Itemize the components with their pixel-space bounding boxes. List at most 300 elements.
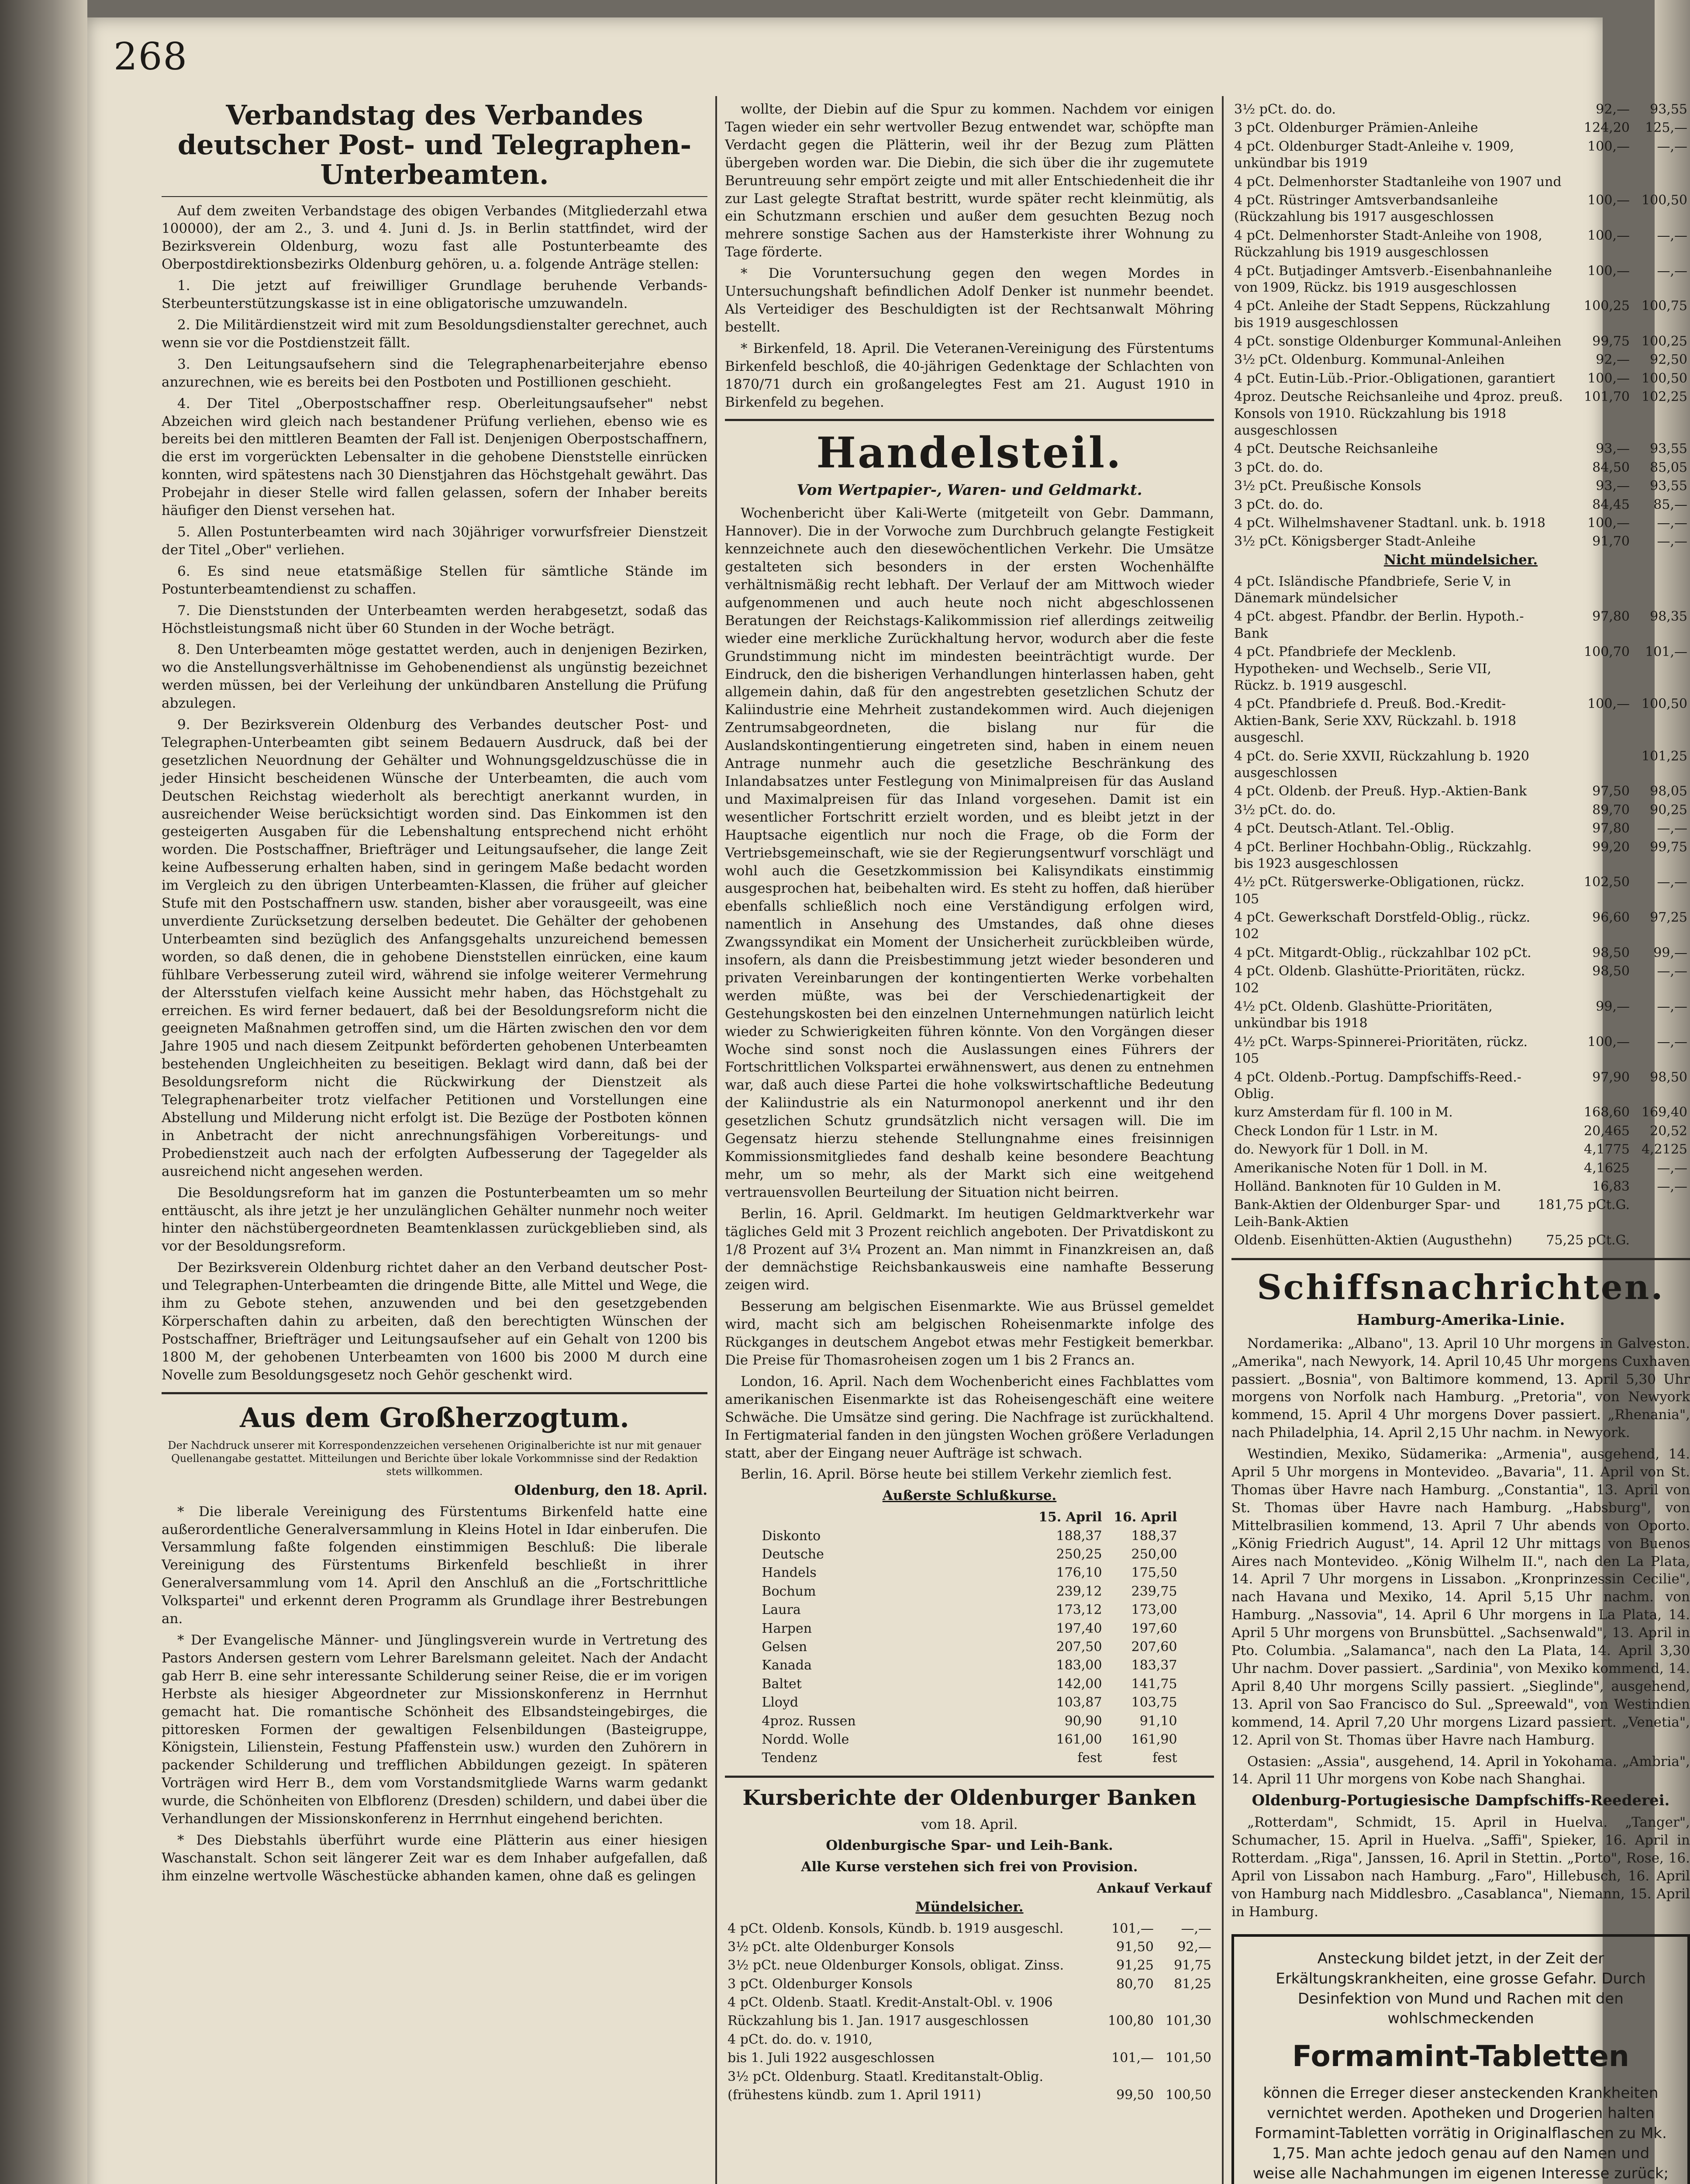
row-value: 98,35 — [1650, 609, 1687, 625]
section-subheading: Hamburg-Amerika-Linie. — [1356, 1311, 1565, 1329]
row-value: 100,— — [1587, 370, 1630, 386]
table-row — [759, 1675, 1180, 1693]
divider — [1231, 1258, 1690, 1260]
row-value: 183,00 — [1056, 1658, 1102, 1673]
row-label: Amerikanische Noten für 1 Doll. in M. — [1234, 1160, 1488, 1176]
table-row — [759, 1545, 1180, 1564]
row-value: 169,40 — [1642, 1105, 1687, 1120]
row-label: 4 pCt. Oldenb. der Preuß. Hyp.-Aktien-Bank — [1234, 784, 1527, 799]
row-value: 100,— — [1587, 515, 1630, 531]
row-value — [1575, 173, 1632, 191]
table-header-row — [725, 1880, 1214, 1898]
paragraph: 2. Die Militärdienstzeit wird mit zum Besoldungsdienstalter gerechnet, auch wenn sie vor die Postdienstzeit fällt. — [162, 317, 707, 351]
row-label: Laura — [762, 1602, 801, 1618]
paragraph: 7. Die Dienststunden der Unterbeamten werden herabgesetzt, sodaß das Höchstleistungsmaß nicht über 60 Stunden in der Woche beträgt. — [162, 602, 707, 636]
row-value — [1535, 573, 1632, 608]
column-rule — [715, 96, 717, 2184]
row-label: Tendenz — [762, 1750, 817, 1766]
row-label: 3 pCt. Oldenburger Konsols — [728, 1976, 913, 1992]
table-row — [725, 2031, 1214, 2049]
row-value: 175,50 — [1131, 1565, 1177, 1581]
row-label: 4 pCt. Oldenb. Glashütte-Prioritäten, rückz. 102 — [1234, 964, 1525, 996]
divider — [162, 196, 707, 197]
row-value — [1632, 1231, 1690, 1250]
row-value: 100,— — [1587, 192, 1630, 208]
ad-body: können die Erreger dieser ansteckenden Krankheiten vernichtet werden. Apotheken und Drogerien halten Formamint-Tabletten vorrätig in Originalflaschen zu Mk. 1,75. Man achte jedoch genau auf den Namen und weise alle Nachahmungen im eigenen Interesse zurück; — [1253, 2084, 1669, 2183]
row-value: 168,60 — [1584, 1105, 1630, 1120]
table-subhead: Nicht mündelsicher. — [1383, 552, 1538, 568]
row-value: 101,70 — [1584, 389, 1630, 405]
row-value: 181,75 pCt.G. — [1538, 1197, 1630, 1213]
row-label: 4 pCt. Butjadinger Amtsverb.-Eisenbahnanleihe von 1909, Rückz. bis 1919 ausgeschlossen — [1234, 263, 1552, 295]
kurs-note: Alle Kurse verstehen sich frei von Provision. — [801, 1859, 1138, 1875]
paragraph: Ostasien: „Assia", ausgehend, 14. April in Yokohama. „Ambria", 14. April 11 Uhr morgens von Kobe nach Shanghai. — [1231, 1753, 1690, 1787]
shipping-news-body — [1231, 1335, 1690, 1789]
row-value: 101,30 — [1166, 2013, 1211, 2029]
row-value: —,— — [1657, 821, 1687, 836]
paragraph: * Der Evangelische Männer- und Jünglingsverein wurde in Vertretung des Pastors Andersen gestern vom Lehrer Barelsmann geleitet. Nach der Andacht gab Herr B. eine sehr interessante Schilderung seiner Reise, die er im vorigen Herbste als hiesiger Abgeordneter zur Missionskonferenz in Herrnhut gemacht hat. Die romantische Schönheit des Elbsandsteingebirges, die pittoresken Formen der gewaltigen Felsenbildungen (Basteigruppe, Königstein, Lilienstein, Festung Pfaffenstein usw.) wurden den Zuhörern in packender Schilderung und trefflichen Abbildungen gezeigt. In späteren Vorträgen wird Herr B., dem vom Vorstandsmitgliede Warns warm gedankt wurde, die Schönheiten von Elbflorenz (Dresden) schildern, und dabei über die Verhandlungen der Missionskonferenz in Herrnhut eingehend berichten. — [162, 1632, 707, 1827]
row-value: 97,25 — [1650, 910, 1687, 926]
row-value: 93,55 — [1650, 102, 1687, 117]
row-value — [1156, 2068, 1214, 2086]
table-row — [1231, 138, 1690, 173]
table-row — [1231, 782, 1690, 801]
row-value: 176,10 — [1056, 1565, 1102, 1581]
table-row — [759, 1693, 1180, 1712]
row-value — [1156, 1994, 1214, 2012]
ad-intro: Ansteckung bildet jetzt, in der Zeit der Erkältungskrankheiten, eine grosse Gefahr. Durch Desinfektion von Mund und Rachen mit den wohlschmeckenden — [1276, 1949, 1646, 2028]
table-row — [1231, 573, 1690, 608]
row-value: 90,25 — [1650, 802, 1687, 818]
page-number: 268 — [114, 35, 188, 79]
section-subheading: Vom Wertpapier-, Waren- und Geldmarkt. — [797, 481, 1142, 499]
row-value: 84,45 — [1592, 497, 1630, 512]
row-value: 92,— — [1596, 102, 1630, 117]
table-row — [759, 1731, 1180, 1749]
row-value: 98,50 — [1592, 964, 1630, 979]
closing-prices-table — [759, 1508, 1180, 1767]
row-value: 100,50 — [1166, 2087, 1211, 2103]
row-label: 4 pCt. Deutsche Reichsanleihe — [1234, 441, 1438, 457]
table-row — [1231, 100, 1690, 119]
row-value: 100,50 — [1642, 370, 1687, 386]
table-row — [1231, 297, 1690, 332]
dateline: Oldenburg, den 18. April. — [514, 1482, 707, 1498]
row-value: 91,10 — [1139, 1713, 1177, 1729]
row-value: 207,60 — [1131, 1639, 1177, 1655]
row-value: 85,— — [1653, 497, 1687, 512]
table-row — [1231, 873, 1690, 909]
table-row — [759, 1620, 1180, 1638]
row-label: Harpen — [762, 1621, 812, 1636]
row-value: 99,50 — [1116, 2087, 1154, 2103]
row-value: 85,05 — [1650, 460, 1687, 475]
paragraph: * Des Diebstahls überführt wurde eine Plätterin aus einer hiesigen Waschanstalt. Schon seit längerer Zeit war es dem Inhaber aufgefallen, daß ihm einzelne wertvolle Wäschestücke abhanden kamen, ohne daß es gelingen — [162, 1832, 707, 1884]
row-label: Rückzahlung bis 1. Jan. 1917 ausgeschlossen — [728, 2013, 1029, 2029]
row-label: 4 pCt. Rüstringer Amtsverbandsanleihe (Rückzahlung bis 1917 ausgeschlossen — [1234, 192, 1498, 225]
newspaper-page — [87, 17, 1690, 2184]
row-value — [1099, 2031, 1156, 2049]
row-value: —,— — [1657, 1160, 1687, 1176]
table-row — [759, 1712, 1180, 1731]
table-row — [1231, 1159, 1690, 1178]
row-value: 96,60 — [1592, 910, 1630, 926]
table-row — [725, 2086, 1214, 2105]
column-2 — [725, 100, 1214, 2184]
table-row — [725, 2049, 1214, 2067]
section-heading: Kursberichte der Oldenburger Banken — [742, 1785, 1197, 1810]
row-value: 91,25 — [1116, 1958, 1154, 1973]
row-label: Deutsche — [762, 1547, 824, 1562]
table-row — [759, 1527, 1180, 1545]
row-value: 102,25 — [1642, 389, 1687, 405]
row-label: 4 pCt. Delmenhorster Stadt-Anleihe von 1908, Rückzahlung bis 1919 ausgeschlossen — [1234, 228, 1542, 260]
row-value: —,— — [1657, 964, 1687, 979]
row-value: 197,40 — [1056, 1621, 1102, 1636]
row-value: 239,12 — [1056, 1583, 1102, 1599]
row-value: 100,— — [1587, 228, 1630, 243]
row-value — [1099, 2068, 1156, 2086]
section-heading: Handelsteil. — [816, 428, 1123, 478]
column-header: Verkauf — [1154, 1881, 1211, 1897]
row-value: 81,25 — [1174, 1976, 1211, 1992]
row-label: 4½ pCt. Warps-Spinnerei-Prioritäten, rückz. 105 — [1234, 1034, 1528, 1067]
table-row — [1231, 1033, 1690, 1068]
row-label: 3 pCt. do. do. — [1234, 497, 1323, 512]
row-label: Holländ. Banknoten für 10 Gulden in M. — [1234, 1178, 1501, 1194]
table-row — [1231, 227, 1690, 262]
local-news-body — [162, 1503, 707, 1885]
table-row — [725, 1920, 1214, 1938]
row-value: 93,55 — [1650, 441, 1687, 457]
paragraph: * Birkenfeld, 18. April. Die Veteranen-Vereinigung des Fürstentums Birkenfeld beschloß, die 40-jährigen Gedenktage der Schlachten von 1870/71 durch ein großangelegtes Fest am 21. August 1910 in Birkenfeld zu begehen. — [725, 340, 1214, 410]
row-value: 197,60 — [1131, 1621, 1177, 1636]
row-label: 4½ pCt. Rütgerswerke-Obligationen, rückz. 105 — [1234, 874, 1524, 907]
table-row — [1231, 1068, 1690, 1104]
row-label: 4 pCt. Wilhelmshavener Stadtanl. unk. b. 1918 — [1234, 515, 1545, 531]
row-value: —,— — [1657, 263, 1687, 279]
divider — [162, 1392, 707, 1394]
row-value: 89,70 — [1592, 802, 1630, 818]
shipping-company-heading: Oldenburg-Portugiesische Dampfschiffs-Reederei. — [1252, 1792, 1670, 1810]
table-row — [1231, 496, 1690, 514]
row-value: —,— — [1657, 1178, 1687, 1194]
row-value: 84,50 — [1592, 460, 1630, 475]
row-value: 98,05 — [1650, 784, 1687, 799]
row-value: 239,75 — [1131, 1583, 1177, 1599]
ad-product-name: Formamint-Tabletten — [1292, 2039, 1629, 2073]
article-headline: Verbandstag des Verbandes deutscher Post- und Telegraphen-Unterbeamten. — [177, 99, 692, 191]
row-label: 4 pCt. Mitgardt-Oblig., rückzahlbar 102 pCt. — [1234, 945, 1531, 961]
row-value: 97,50 — [1592, 784, 1630, 799]
table-row — [1231, 801, 1690, 819]
table-row — [759, 1638, 1180, 1656]
row-label: Handels — [762, 1565, 817, 1581]
row-value: —,— — [1657, 1034, 1687, 1050]
row-value: 100,— — [1587, 263, 1630, 279]
row-value: 99,— — [1596, 999, 1630, 1015]
paragraph: Westindien, Mexiko, Südamerika: „Armenia", ausgehend, 14. April 5 Uhr morgens in Montevideo. „Bavaria", 11. April von St. Thomas über Havre nach Hamburg. „Constantia", 13. April von St. Thomas über Havre nach Hamburg. „Habsburg", von Mittelbrasilien kommend, 13. April 7 Uhr abends von Oporto. „König Friedrich August", 14. April 12 Uhr mittags von Buenos Aires nach Montevideo. „König Wilhelm II.", nach den La Plata, 14. April 7 Uhr morgens in Lissabon. „Kronprinzessin Cecilie", nach Havana und Mexiko, 14. April 5,15 Uhr nachm. von Hamburg. „Nassovia", 14. April 6 Uhr morgens in La Plata, 14. April 5 Uhr morgens von Brunsbüttel. „Sachsenwald", 13. April in Pto. Columbia. „Salamanca", nach den La Plata, 14. April 3,30 Uhr nachm. Dover passiert. „Sardinia", von Mexiko kommend, 14. April 8,40 Uhr morgens Scilly passiert. „Sieglinde", ausgehend, 13. April von Sao Francisco do Sul. „Spreewald", von Westindien kommend, 14. April 7,20 Uhr morgens Lizard passiert. „Venetia", 12. April von St. Thomas über Havre nach Hamburg. — [1231, 1446, 1690, 1748]
book-binding — [0, 0, 87, 2184]
row-label: 3 pCt. Oldenburger Prämien-Anleihe — [1234, 120, 1478, 136]
table-row — [1231, 173, 1690, 191]
paragraph: Die Besoldungsreform hat im ganzen die Postunterbeamten um so mehr enttäuscht, als ihre jetzt je her unzulänglichen Gehälter nunmehr noch weiter hinter den nächstübergeordneten Beamtenklassen zurückgeblieben sind, als vor der Besoldungsreform. — [162, 1185, 707, 1254]
table-row — [725, 1994, 1214, 2012]
row-value: 250,00 — [1131, 1547, 1177, 1562]
row-value: 20,465 — [1584, 1123, 1630, 1139]
row-value: 75,25 pCt.G. — [1546, 1233, 1630, 1248]
row-label: (frühestens kündb. zum 1. April 1911) — [728, 2087, 981, 2103]
paragraph: Berlin, 16. April. Börse heute bei stillem Verkehr ziemlich fest. — [741, 1466, 1172, 1482]
row-label: 4 pCt. Pfandbriefe der Mecklenb. Hypotheken- und Wechselb., Serie VII, Rückz. b. 1919 ausgeschl. — [1234, 644, 1492, 694]
table-row — [1231, 332, 1690, 351]
column-header: 16. April — [1114, 1510, 1177, 1525]
row-value: 90,90 — [1064, 1713, 1102, 1729]
column-header: Ankauf — [1097, 1881, 1149, 1897]
table-row — [759, 1583, 1180, 1601]
paragraph: Wochenbericht über Kali-Werte (mitgeteilt von Gebr. Dammann, Hannover). Die in der Vorwoche zum Durchbruch gelangte Festigkeit kennzeichnete auch den diesewöchentlichen Verkehr. Die Umsätze gestalteten sich besonders in der ersten Wochenhälfte verhältnismäßig recht lebhaft. Der Verlauf der am Mittwoch wieder aufgenommenen und auch heute noch nicht abgeschlossenen Beratungen der Reichstags-Kalikommission rief allerdings zeitweilig wieder eine merkliche Zurückhaltung hervor, wodurch aber die feste Grundstimmung nicht im mindesten beeinträchtigt wurde. Der Eindruck, den die bisherigen Verhandlungen hinterlassen haben, geht allgemein dahin, daß für den angestrebten gesetzlichen Schutz der Kaliindustrie eine Mehrheit zustandekommen wird. Auch diejenigen Zentrumsabgeordneten, die bislang nur für die Auslandskontingentierung eingetreten sind, haben in einem neuen Antrage nunmehr auch die gesetzliche Beschränkung des Inlandabsatzes unter Festlegung von Minimalpreisen für das Ausland und Maximalpreisen für das Inland vorgesehen. Damit ist ein wesentlicher Fortschritt erzielt worden, und es bleibt jetzt in der Hauptsache eigentlich nur noch die Frage, ob die Form der Vertriebsgemeinschaft, wie sie der Regierungsentwurf vorschlägt und wohl auch die Gesetzkommission bei Kalisyndikats einstimmig ausgesprochen hat, beibehalten wird. Es steht zu hoffen, daß hierüber ebenfalls schließlich noch eine Verständigung erfolgen wird, namentlich in Ansehung des Umstandes, daß ohne dieses Zwangssyndikat ein Moment der Unsicherheit zurückbleiben würde, insofern, als dann die Preisbestimmung jetzt wieder besonderen und privaten Vereinbarungen der kontingentierten Werke vorbehalten werden müßte, was bei der Verschiedenartigkeit der Gestehungskosten bei den einzelnen Unternehmungen natürlich leicht wieder zu Schwierigkeiten führen könnte. Von den Vorgängen dieser Woche sind sonst noch die Auslassungen eines Führers der Fortschrittlichen Volkspartei erwähnenswert, aus denen zu entnehmen war, daß auch diese Partei die hohe volkswirtschaftliche Bedeutung der Kaliindustrie als ein Naturmonopol anerkennt und ihr den gesetzlichen Schutz grundsätzlich nicht versagen will. Die im Gegensatz hierzu stehende Stellungnahme eines freisinnigen Kommissionsmitgliedes fand deshalb keine besondere Beachtung mehr, um so mehr, als der Markt sich eine weitgehend vertrauensvollen Beurteilung der Situation nicht beirren. — [725, 505, 1214, 1200]
row-value: 101,— — [1111, 2050, 1154, 2066]
paragraph: * Die liberale Vereinigung des Fürstentums Birkenfeld hatte eine außerordentliche Generalversammlung in Kleins Hotel in Idar einberufen. Die Versammlung faßte folgenden einstimmigen Beschluß: Die liberale Vereinigung des Fürstentums Birkenfeld beschließt in ihrer Generalversammlung vom 14. April den Anschluß an die „Fortschrittliche Volkspartei" und erkennt deren Programm als Grundlage ihrer Bestrebungen an. — [162, 1503, 707, 1627]
row-value: 101,— — [1111, 1921, 1154, 1936]
column-header — [725, 1880, 1094, 1898]
row-label: 3½ pCt. neue Oldenburger Konsols, obligat. Zinss. — [728, 1958, 1064, 1973]
row-label: 4 pCt. Oldenb.-Portug. Dampfschiffs-Reed.-Oblig. — [1234, 1069, 1521, 1102]
row-value: 92,— — [1177, 1939, 1211, 1955]
row-value: 99,— — [1653, 945, 1687, 961]
row-value — [1632, 173, 1690, 191]
row-value: 99,75 — [1650, 839, 1687, 855]
paragraph: 8. Den Unterbeamten möge gestattet werden, auch in denjenigen Bezirken, wo die Anstellungsverhältnisse im Gehobenendienst als ungünstig bezeichnet werden müssen, bei der Verleihung der unkündbaren Anstellung die Prüfung abzulegen. — [162, 642, 707, 712]
row-value: 124,20 — [1584, 120, 1630, 136]
shipping-company-news: „Rotterdam", Schmidt, 15. April in Huelva. „Tanger", Schumacher, 15. April in Huelva. „Saffi", Spieker, 16. April in Rotterdam. „Riga", Janssen, 16. April in Stettin. „Porto", Rose, 16. April von Lissabon nach Hamburg. „Faro", Hillebusch, 16. April von Hamburg nach Middlesbro. „Casablanca", Niemann, 15. April in Hamburg. — [1231, 1814, 1690, 1920]
row-label: 4 pCt. do. do. v. 1910, — [728, 2032, 873, 2047]
table-row — [1231, 747, 1690, 783]
row-label: 4proz. Russen — [762, 1713, 856, 1729]
row-value: 188,37 — [1056, 1528, 1102, 1544]
divider — [725, 1776, 1214, 1778]
row-label: 4½ pCt. Oldenb. Glashütte-Prioritäten, unkündbar bis 1918 — [1234, 999, 1493, 1031]
row-value: 97,90 — [1592, 1069, 1630, 1085]
row-label: 4 pCt. Isländische Pfandbriefe, Serie V, in Dänemark mündelsicher — [1234, 574, 1511, 606]
row-value: 100,80 — [1108, 2013, 1154, 2029]
paragraph: 9. Der Bezirksverein Oldenburg des Verbandes deutscher Post- und Telegraphen-Unterbeamten gibt seinem Bedauern Ausdruck, daß bei der gesetzlichen Neuordnung der Gehälter und Wohnungsgeldzuschüsse die in jeder Hinsicht bescheidenen Wünsche der Unterbeamten, die auch vom Deutschen Reichstag wiederholt als berechtigt anerkannt wurden, in ausreichender Weise berücksichtigt worden sind. Das Einkommen ist den gesteigerten Ausgaben für die Lebenshaltung entsprechend nicht erhöht worden. Die Postschaffner, Briefträger und Leitungsaufseher, die lange Zeit keine Aufbesserung erhalten haben, sind in geringem Maße bedacht worden im Vergleich zu den übrigen Unterbeamten-Klassen, die früher auf gleicher Stufe mit den Postschaffnern usw. standen, bisher aber vorausgeeilt, was eine unverdiente Zurücksetzung derselben bedeutet. Die Gehälter der gehobenen Unterbeamten sind bezüglich des Anfangsgehalts unzureichend bemessen worden, so daß denen, die in gehobene Dienststellen einrücken, eine kaum fühlbare Verbesserung zuteil wird, während sie infolge weiterer Vermehrung der Altersstufen vielfach keine Aussicht mehr haben, das Höchstgehalt zu erreichen. Es wird ferner bedauert, daß bei der Besoldungsreform nicht die geeigneten Maßnahmen getroffen sind, um die Härten zwischen den vor dem Jahre 1905 und nach diesem Zeitpunkt beförderten gehobenen Unterbeamten bestehenden Ungleichheiten zu beseitigen. Beklagt wird dann, daß bei der Besoldungsreform nicht die Rückwirkung der Dienstzeit als Telegraphenarbeiter trotz vielfacher Petitionen und Vorstellungen eine Abstellung und Milderung nicht erfolgt ist. Die Bezüge der Postboten können in Anbetracht der nicht anrechnungsfähigen Vorbereitungs- und Probedienstzeit auch nach der erfolgten Aufbesserung der Tagegelder als ausreichend nicht angesehen werden. — [162, 717, 707, 1179]
row-label: Bochum — [762, 1583, 816, 1599]
table-row — [1231, 944, 1690, 962]
row-value: 93,— — [1596, 441, 1630, 457]
row-value: 173,12 — [1056, 1602, 1102, 1618]
kurs-date: vom 18. April. — [921, 1816, 1018, 1832]
table-row — [1231, 370, 1690, 388]
section-heading: Aus dem Großherzogtum. — [240, 1401, 629, 1434]
row-label: 3½ pCt. do. do. — [1234, 802, 1336, 818]
article-body — [162, 202, 707, 1384]
table-row — [1231, 909, 1690, 944]
table-title: Außerste Schlußkurse. — [882, 1488, 1057, 1504]
table-row — [1231, 191, 1690, 227]
row-value: 16,83 — [1592, 1178, 1630, 1194]
row-value: 100,— — [1587, 1034, 1630, 1050]
row-value: 80,70 — [1116, 1976, 1154, 1992]
row-value: —,— — [1657, 534, 1687, 549]
row-label: 4 pCt. Oldenb. Staatl. Kredit-Anstalt-Obl. v. 1906 — [728, 1995, 1053, 2011]
table-row — [759, 1749, 1180, 1767]
row-value: 92,50 — [1650, 352, 1687, 368]
row-label: 4 pCt. abgest. Pfandbr. der Berlin. Hypoth.-Bank — [1234, 609, 1524, 641]
row-label: 4 pCt. Berliner Hochbahn-Oblig., Rückzahlg. bis 1923 ausgeschlossen — [1234, 839, 1532, 871]
kurs-subhead: Mündelsicher. — [915, 1899, 1024, 1915]
row-value — [1632, 1196, 1690, 1231]
table-row — [725, 2068, 1214, 2086]
paragraph: * Die Voruntersuchung gegen den wegen Mordes in Untersuchungshaft befindlichen Adolf Denker ist nunmehr beendet. Als Verteidiger des Beschuldigten ist der Rechtsanwalt Möhring bestellt. — [725, 266, 1214, 335]
row-value: 91,70 — [1592, 534, 1630, 549]
bank-rates-table — [725, 1920, 1214, 2105]
row-value: 93,— — [1596, 478, 1630, 494]
row-label: 3½ pCt. Oldenburg. Staatl. Kreditanstalt-Oblig. — [728, 2069, 1044, 2084]
row-value: 92,— — [1596, 352, 1630, 368]
row-value: 100,50 — [1642, 696, 1687, 712]
row-value — [1099, 1994, 1156, 2012]
table-row — [1231, 514, 1690, 532]
row-value: 100,75 — [1642, 298, 1687, 314]
row-label: 4 pCt. Oldenburger Stadt-Anleihe v. 1909, unkündbar bis 1919 — [1234, 138, 1514, 171]
row-value: —,— — [1657, 138, 1687, 154]
table-row — [1231, 819, 1690, 838]
row-value: —,— — [1657, 515, 1687, 531]
paragraph: 1. Die jetzt auf freiwilliger Grundlage beruhende Verbands-Sterbeunterstützungskasse ist in eine obligatorische umzuwandeln. — [162, 278, 707, 312]
row-value: 101,— — [1645, 644, 1687, 660]
kurs-bank: Oldenburgische Spar- und Leih-Bank. — [826, 1838, 1113, 1854]
row-label: Check London für 1 Lstr. in M. — [1234, 1123, 1438, 1139]
row-value: 4,1625 — [1584, 1160, 1630, 1176]
table-row — [1231, 962, 1690, 998]
table-row — [1231, 477, 1690, 495]
paragraph: Nordamerika: „Albano", 13. April 10 Uhr morgens in Galveston. „Amerika", nach Newyork, 14. April 10,45 Uhr morgens Cuxhaven passiert. „Bosnia", von Baltimore kommend, 13. April 5,30 Uhr morgens von Norfolk nach Hamburg. „Pretoria", von Newyork kommend, 15. April 4 Uhr morgens Dover passiert. „Rhenania", nach Philadelphia, 14. April 2,15 Uhr nachm. in Newyork. — [1231, 1335, 1690, 1441]
row-value: 161,90 — [1131, 1731, 1177, 1747]
row-value: 4,2125 — [1642, 1142, 1687, 1158]
reprint-note: Der Nachdruck unserer mit Korrespondenzzeichen versehenen Originalberichte ist nur mit genauer Quellenangabe gestattet. Mitteilungen und Berichte über lokale Vorkommnisse sind der Redaktion stets willkommen. — [168, 1439, 701, 1478]
table-row — [1231, 1196, 1690, 1231]
row-label: Diskonto — [762, 1528, 821, 1544]
row-value: 91,50 — [1116, 1939, 1154, 1955]
row-label: 4 pCt. Eutin-Lüb.-Prior.-Obligationen, garantiert — [1234, 370, 1555, 386]
row-label: 3½ pCt. alte Oldenburger Konsols — [728, 1939, 955, 1955]
table-row — [1231, 262, 1690, 297]
row-value: —,— — [1181, 1921, 1211, 1936]
row-label: 4proz. Deutsche Reichsanleihe und 4proz. preuß. Konsols von 1910. Rückzahlung bis 1918 ausgeschlossen — [1234, 389, 1563, 439]
table-row — [725, 1938, 1214, 1956]
bank-rates-header — [725, 1880, 1214, 1898]
row-label: do. Newyork für 1 Doll. in M. — [1234, 1142, 1428, 1158]
table-row — [759, 1601, 1180, 1619]
paragraph: Der Bezirksverein Oldenburg richtet daher an den Verband deutscher Post- und Telegraphen-Unterbeamten die dringende Bitte, alle Mittel und Wege, die ihm zu Gebote stehen, anzuwenden und bei den gesetzgebenden Körperschaften dahin zu arbeiten, daß den berechtigten Wünschen der Postschaffner, Briefträger und Leitungsaufseher auf ein Gehalt von 1200 bis 1800 M, der gehobenen Unterbeamten von 1600 bis 2000 M durch eine Novelle zum Besoldungsgesetz noch Gehör geschenkt wird. — [162, 1260, 707, 1383]
table-row — [1231, 1178, 1690, 1196]
paragraph: 4. Der Titel „Oberpostschaffner resp. Oberleitungsaufseher" nebst Abzeichen wird gleich nach bestandener Prüfung verliehen, ebenso wie es bereits bei den mittleren Beamten der Fall ist. Denjenigen Oberpostschaffnern, die erst im vorgerückten Lebensalter in die gehobene Dienststelle einrücken konnten, wird spätestens nach 30 Dienstjahren das Höchstgehalt gewährt. Das Probejahr in dieser Stelle wird fallen gelassen, sofern der Inhaber bereits häufiger den Dienst versehen hat. — [162, 395, 707, 519]
table-row — [1231, 643, 1690, 695]
table-row — [1231, 608, 1690, 643]
table-row — [1231, 440, 1690, 458]
row-label: 4 pCt. Delmenhorster Stadtanleihe von 1907 und — [1234, 174, 1562, 190]
column-3 — [1231, 100, 1690, 2184]
row-value: 141,75 — [1131, 1676, 1177, 1692]
table-row — [1231, 351, 1690, 369]
column-header — [759, 1508, 1029, 1527]
table-row — [1231, 1140, 1690, 1159]
table-row — [759, 1656, 1180, 1675]
row-value: 4,1775 — [1584, 1142, 1630, 1158]
row-value: 250,25 — [1056, 1547, 1102, 1562]
column-header: 15. April — [1038, 1510, 1102, 1525]
row-value: 103,87 — [1056, 1695, 1102, 1711]
row-label: 3 pCt. do. do. — [1234, 460, 1323, 475]
row-value: 100,50 — [1642, 192, 1687, 208]
row-value: 101,25 — [1642, 748, 1687, 764]
row-label: 3½ pCt. do. do. — [1234, 102, 1336, 117]
row-label: 4 pCt. Oldenb. Konsols, Kündb. b. 1919 ausgeschl. — [728, 1921, 1064, 1936]
row-value: 91,75 — [1174, 1958, 1211, 1973]
row-value: 93,55 — [1650, 478, 1687, 494]
row-value: 142,00 — [1056, 1676, 1102, 1692]
row-label: 4 pCt. do. Serie XXVII, Rückzahlung b. 1920 ausgeschlossen — [1234, 748, 1529, 781]
row-value: 183,37 — [1131, 1658, 1177, 1673]
row-value: 100,— — [1587, 696, 1630, 712]
row-label: Kanada — [762, 1658, 812, 1673]
row-value: 101,50 — [1166, 2050, 1211, 2066]
row-value: 98,50 — [1650, 1069, 1687, 1085]
table-row — [1231, 695, 1690, 747]
row-label: Gelsen — [762, 1639, 807, 1655]
row-value: 207,50 — [1056, 1639, 1102, 1655]
row-value: 100,25 — [1584, 298, 1630, 314]
continued-articles — [725, 100, 1214, 411]
table-row — [1231, 119, 1690, 137]
row-value: —,— — [1657, 874, 1687, 890]
table-row — [1231, 532, 1690, 551]
row-value: 125,— — [1645, 120, 1687, 136]
paragraph: Berlin, 16. April. Geldmarkt. Im heutigen Geldmarktverkehr war tägliches Geld mit 3 Prozent reichlich angeboten. Der Privatdiskont zu 1/8 Prozent auf 3¼ Prozent an. Man nimmt in Finanzkreisen an, daß der demnächstige Reichsbankausweis eine namhafte Besserung zeigen wird. — [725, 1206, 1214, 1293]
securities-table — [1231, 100, 1690, 551]
row-value: 100,70 — [1584, 644, 1630, 660]
section-heading: Schiffsnachrichten. — [1257, 1267, 1665, 1307]
row-value: 103,75 — [1131, 1695, 1177, 1711]
row-value: 100,25 — [1642, 334, 1687, 349]
row-value: 99,20 — [1592, 839, 1630, 855]
row-value: 173,00 — [1131, 1602, 1177, 1618]
row-label: 3½ pCt. Königsberger Stadt-Anleihe — [1234, 534, 1476, 549]
row-value: —,— — [1657, 228, 1687, 243]
row-value: fest — [1152, 1750, 1177, 1766]
row-value: 97,80 — [1592, 821, 1630, 836]
row-value: fest — [1077, 1750, 1102, 1766]
column-1 — [162, 100, 707, 2184]
table-row — [1231, 1231, 1690, 1250]
row-label: Lloyd — [762, 1695, 799, 1711]
table-header-row — [759, 1508, 1180, 1527]
table-row — [1231, 1122, 1690, 1140]
row-label: Nordd. Wolle — [762, 1731, 849, 1747]
row-label: 4 pCt. sonstige Oldenburger Kommunal-Anleihen — [1234, 334, 1562, 349]
row-value: 188,37 — [1131, 1528, 1177, 1544]
table-row — [759, 1564, 1180, 1582]
row-value: 99,75 — [1592, 334, 1630, 349]
table-row — [725, 2012, 1214, 2030]
row-label: 3½ pCt. Oldenburg. Kommunal-Anleihen — [1234, 352, 1505, 368]
row-label: Oldenb. Eisenhütten-Aktien (Augusthehn) — [1234, 1233, 1512, 1248]
row-value: 98,50 — [1592, 945, 1630, 961]
row-label: kurz Amsterdam für fl. 100 in M. — [1234, 1105, 1453, 1120]
paragraph: 3. Den Leitungsaufsehern sind die Telegraphenarbeiterjahre ebenso anzurechnen, wie es bereits bei den Postboten und Postillionen geschieht. — [162, 356, 707, 390]
row-value — [1156, 2031, 1214, 2049]
